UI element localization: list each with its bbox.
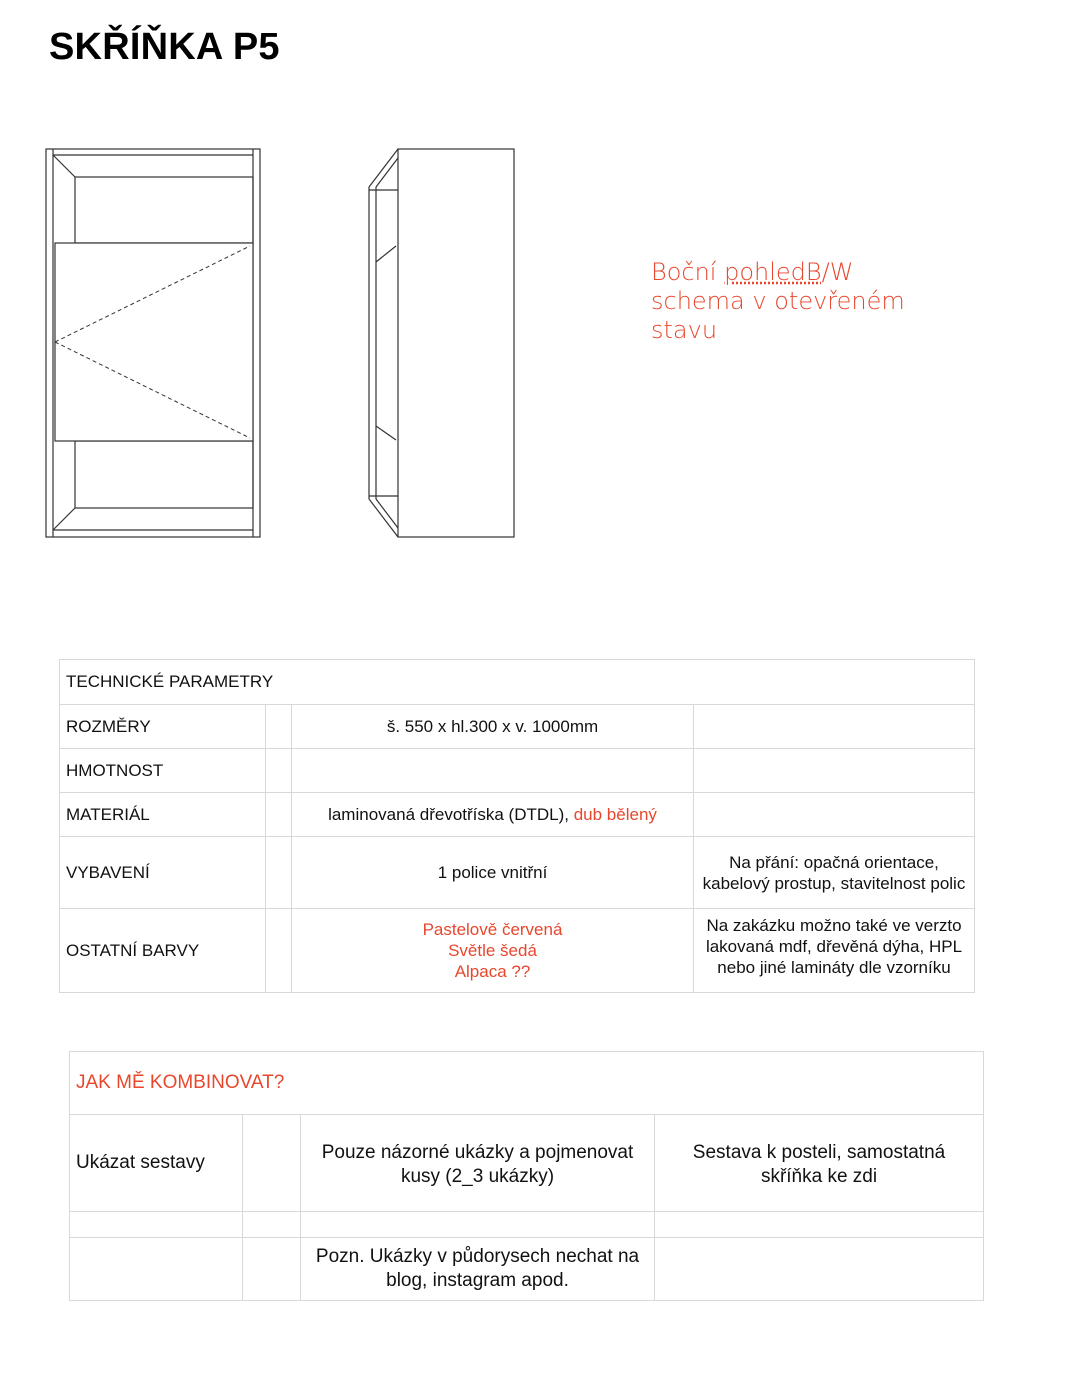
row1-value: Pouze názorné ukázky a pojmenovat kusy (2_3 ukázky) — [301, 1115, 655, 1212]
row-label: VYBAVENÍ — [60, 837, 266, 909]
row1-note: Sestava k posteli, samostatná skříňka ke zdi — [655, 1115, 984, 1212]
cabinet-drawing — [40, 140, 530, 550]
empty-cell — [694, 749, 975, 793]
table-row — [60, 705, 975, 749]
material-value — [292, 793, 694, 837]
spacer-cell — [266, 749, 292, 793]
note-underlined-word: pohledB — [724, 258, 822, 286]
table-row — [70, 1212, 984, 1238]
table-row — [60, 749, 975, 793]
spacer-cell — [266, 705, 292, 749]
empty-cell — [655, 1212, 984, 1238]
empty-cell — [694, 793, 975, 837]
table-row — [60, 837, 975, 909]
empty-cell — [292, 749, 694, 793]
color-option: Světle šedá — [448, 941, 537, 960]
spacer-cell — [266, 793, 292, 837]
side-view — [369, 149, 514, 537]
empty-cell — [655, 1238, 984, 1301]
combination-table — [69, 1051, 984, 1301]
note-text-1: Boční — [651, 258, 725, 286]
row-label: Ukázat sestavy — [70, 1115, 243, 1212]
table-row — [60, 909, 975, 993]
color-option: Pastelově červená — [422, 920, 563, 939]
barvy-note-cell — [694, 909, 975, 993]
vybaveni-note: Na přání: opačná orientace, kabelový prostup, stavitelnost polic — [694, 837, 975, 909]
note-text-2: /W schema v otevřeném stavu — [651, 258, 905, 344]
empty-cell — [243, 1212, 301, 1238]
row3-value: Pozn. Ukázky v půdorysech nechat na blog, instagram apod. — [301, 1238, 655, 1301]
empty-cell — [70, 1238, 243, 1301]
table-row — [70, 1238, 984, 1301]
material-text: laminovaná dřevotříska (DTDL), — [328, 804, 574, 824]
side-view-note — [651, 258, 951, 345]
spacer-cell — [266, 837, 292, 909]
row-label: OSTATNÍ BARVY — [60, 909, 266, 993]
empty-cell — [301, 1212, 655, 1238]
empty-cell — [694, 705, 975, 749]
table-header: JAK MĚ KOMBINOVAT? — [70, 1052, 984, 1115]
row-label: ROZMĚRY — [60, 705, 266, 749]
table-row — [60, 793, 975, 837]
spacer-cell — [243, 1115, 301, 1212]
table-row — [60, 660, 975, 705]
empty-cell — [243, 1238, 301, 1301]
material-accent: dub bělený — [573, 804, 657, 824]
spacer-cell — [266, 909, 292, 993]
row-label: HMOTNOST — [60, 749, 266, 793]
table-row — [70, 1115, 984, 1212]
color-option: Alpaca ?? — [454, 962, 531, 981]
technical-parameters-table — [59, 659, 975, 993]
barvy-values — [292, 909, 694, 993]
page-title: SKŘÍŇKA P5 — [49, 26, 280, 68]
vybaveni-value: 1 police vnitřní — [292, 837, 694, 909]
empty-cell — [70, 1212, 243, 1238]
barvy-note: Na zakázku možno také ve verzto lakovaná mdf, dřevěná dýha, HPL nebo jiné lamináty dle vzorníku — [705, 916, 963, 977]
front-view — [46, 149, 260, 537]
rozmery-value: š. 550 x hl.300 x v. 1000mm — [292, 705, 694, 749]
row-label: MATERIÁL — [60, 793, 266, 837]
table-row — [70, 1052, 984, 1115]
table-header: TECHNICKÉ PARAMETRY — [60, 660, 975, 705]
